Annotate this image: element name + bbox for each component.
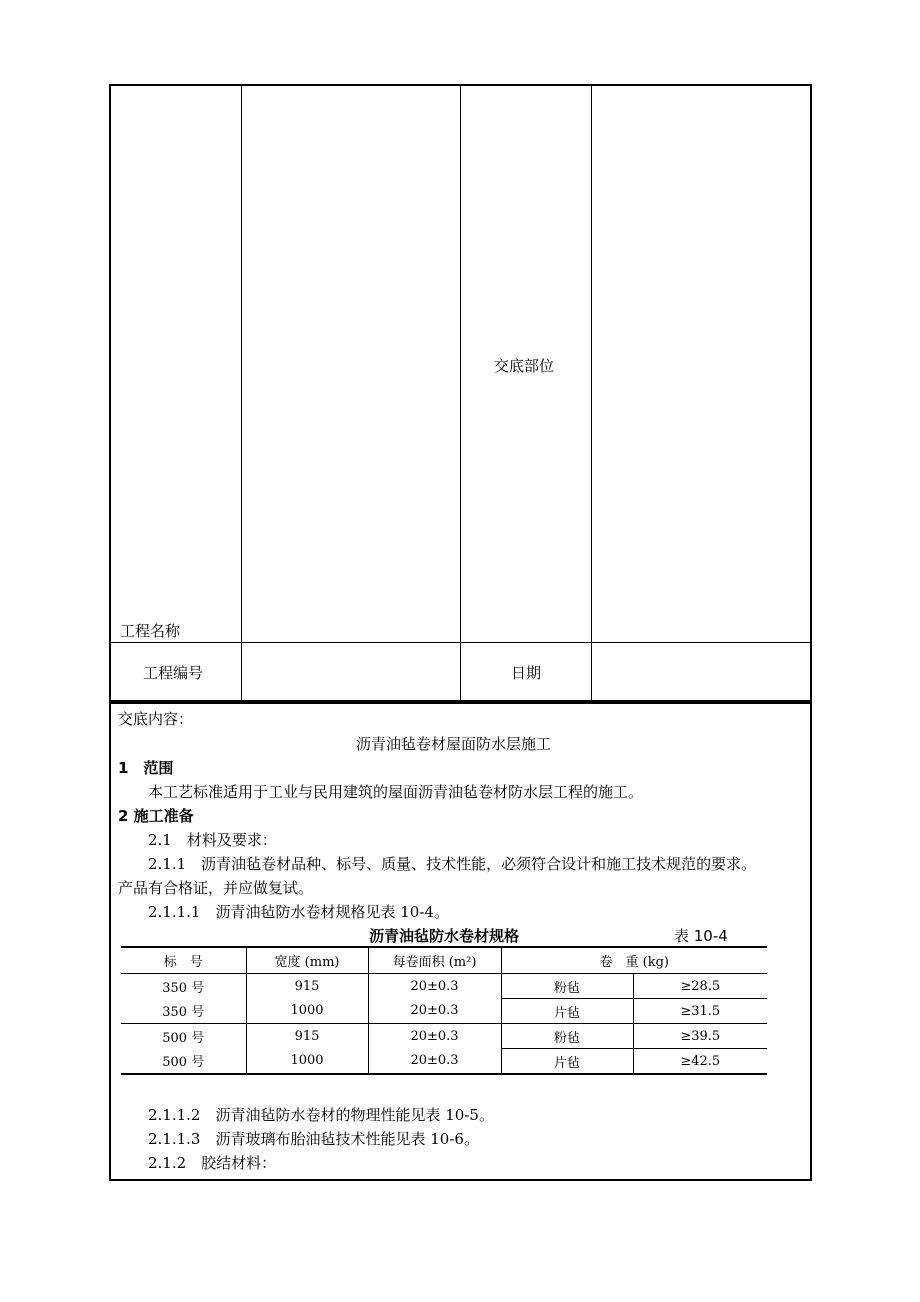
section-1-title: 1 范围 bbox=[118, 759, 174, 777]
cell-type: 片毡 bbox=[501, 1049, 633, 1075]
cell-weight: ≥42.5 bbox=[633, 1049, 767, 1075]
cell-weight: ≥39.5 bbox=[633, 1024, 767, 1049]
form-divider bbox=[460, 86, 461, 700]
handover-part-label: 交底部位 bbox=[494, 357, 555, 375]
form-divider bbox=[591, 86, 592, 700]
cell-width: 915 bbox=[246, 1024, 368, 1049]
cell-grade: 350 号 bbox=[162, 980, 205, 996]
section-2-1-1-2: 2.1.1.2 沥青油毡防水卷材的物理性能见表 10-5。 bbox=[148, 1106, 494, 1124]
cell-type: 片毡 bbox=[501, 999, 633, 1024]
section-2-title: 2 施工准备 bbox=[118, 807, 194, 825]
spec-table-title: 沥青油毡防水卷材规格 bbox=[369, 927, 520, 945]
section-2-1-1-line1: 2.1.1 沥青油毡卷材品种、标号、质量、技术性能，必须符合设计和施工技术规范的要求。 bbox=[148, 855, 757, 873]
table-row bbox=[121, 1049, 767, 1075]
cell-weight: ≥28.5 bbox=[633, 974, 767, 999]
header-area: 每卷面积 (m²) bbox=[368, 947, 501, 974]
section-1-text: 本工艺标准适用于工业与民用建筑的屋面沥青油毡卷材防水层工程的施工。 bbox=[148, 783, 644, 801]
section-2-1-1-1: 2.1.1.1 沥青油毡防水卷材规格见表 10-4。 bbox=[148, 903, 449, 921]
spec-table-header-row bbox=[121, 947, 767, 974]
cell-area: 20±0.3 bbox=[368, 1024, 501, 1049]
header-width: 宽度 (mm) bbox=[246, 947, 368, 974]
content-heading: 交底内容： bbox=[118, 710, 194, 728]
form-divider bbox=[241, 86, 242, 700]
cell-weight: ≥31.5 bbox=[633, 999, 767, 1024]
document-title: 沥青油毡卷材屋面防水层施工 bbox=[356, 735, 552, 753]
cell-width: 1000 bbox=[246, 1049, 368, 1075]
cell-area: 20±0.3 bbox=[368, 999, 501, 1024]
cell-grade: 500 号 bbox=[162, 1055, 205, 1071]
section-2-1: 2.1 材料及要求： bbox=[148, 831, 277, 849]
header-roll-weight: 卷 重 (kg) bbox=[501, 947, 767, 974]
cell-area: 20±0.3 bbox=[368, 974, 501, 999]
header-grade: 标 号 bbox=[163, 955, 203, 970]
section-2-1-1-3: 2.1.1.3 沥青玻璃布胎油毡技术性能见表 10-6。 bbox=[148, 1130, 479, 1148]
header-form-table bbox=[109, 84, 812, 702]
date-label: 日期 bbox=[511, 664, 542, 682]
cell-grade: 350 号 bbox=[162, 1005, 205, 1021]
project-name-label: 工程名称 bbox=[120, 622, 181, 640]
section-2-1-1-line2: 产品有合格证，并应做复试。 bbox=[118, 879, 314, 897]
section-2-1-2: 2.1.2 胶结材料： bbox=[148, 1154, 277, 1172]
cell-type: 粉毡 bbox=[501, 1024, 633, 1049]
form-divider bbox=[111, 642, 810, 643]
cell-width: 1000 bbox=[246, 999, 368, 1024]
spec-table bbox=[121, 946, 767, 1075]
table-row bbox=[121, 1024, 767, 1049]
cell-width: 915 bbox=[246, 974, 368, 999]
cell-grade: 500 号 bbox=[162, 1030, 205, 1046]
project-number-label: 工程编号 bbox=[143, 664, 204, 682]
table-row bbox=[121, 999, 767, 1024]
cell-type: 粉毡 bbox=[501, 974, 633, 999]
cell-area: 20±0.3 bbox=[368, 1049, 501, 1075]
table-row bbox=[121, 974, 767, 999]
spec-table-number: 表 10-4 bbox=[674, 927, 728, 945]
